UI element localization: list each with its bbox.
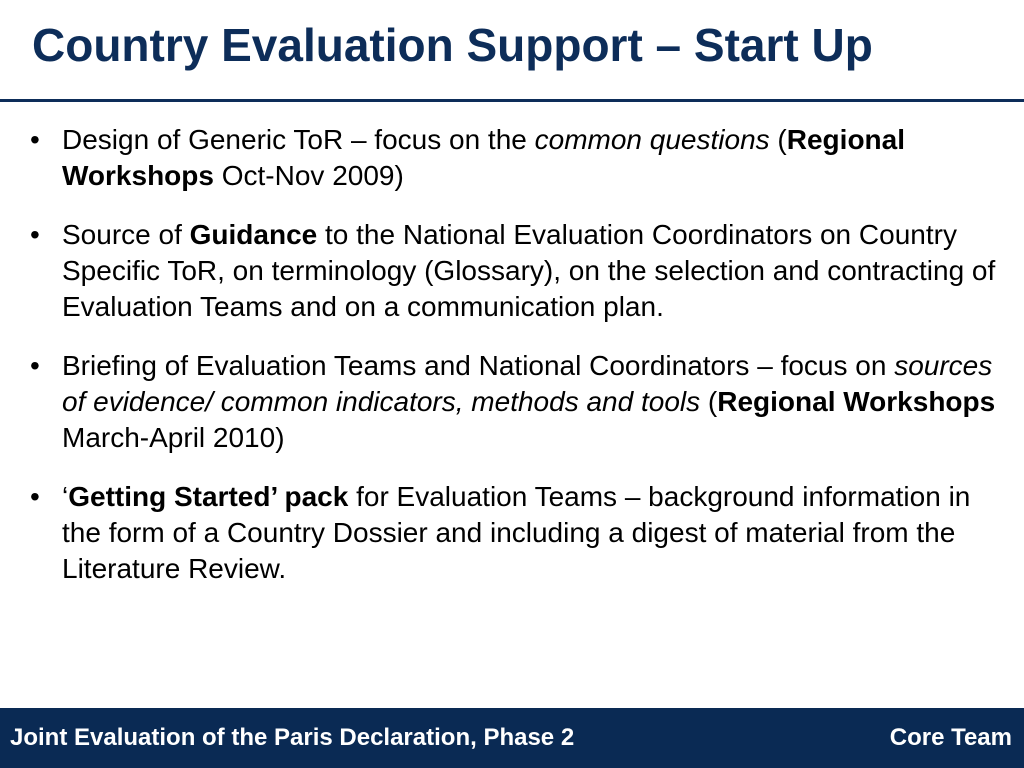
bullet-list (30, 122, 1005, 610)
title-divider (0, 99, 1024, 102)
bullet-italic-text: sources of evidence/ common indicators, methods and tools (62, 350, 993, 417)
bullet-text: ‘ (62, 481, 69, 512)
bullet-italic-text: common questions (534, 124, 770, 155)
bullet-item (30, 122, 1005, 194)
bullet-text: Source of (62, 219, 190, 250)
slide-title: Country Evaluation Support – Start Up (32, 19, 873, 71)
bullet-text: Design of Generic ToR – focus on the (62, 124, 535, 155)
bullet-text: ( (700, 386, 718, 417)
bullet-marker: • (30, 350, 40, 381)
bullet-text: Briefing of Evaluation Teams and National Coordinators – focus on (62, 350, 895, 381)
bullet-bold-text: Regional Workshops (62, 124, 905, 191)
footer-team-label: Core Team (889, 724, 1012, 751)
bullet-bold-text: Regional Workshops (717, 386, 996, 417)
bullet-text: Oct-Nov 2009) (213, 160, 404, 191)
bullet-item (30, 348, 1005, 456)
footer-bar (0, 708, 1024, 768)
bullet-text: ( (769, 124, 787, 155)
footer-project-title: Joint Evaluation of the Paris Declaration, Phase 2 (10, 724, 575, 751)
bullet-text: for Evaluation Teams – background information in the form of a Country Dossier and including a digest of material from the Literature Review. (62, 481, 971, 584)
bullet-bold-text: Getting Started’ pack (68, 481, 349, 512)
bullet-bold-text: Guidance (189, 219, 318, 250)
bullet-text: March-April 2010) (62, 422, 285, 453)
bullet-marker: • (30, 219, 40, 250)
bullet-marker: • (30, 124, 40, 155)
bullet-text: to the National Evaluation Coordinators on Country Specific ToR, on terminology (Glossary), on the selection and contracting of Evaluation Teams and on a communication plan. (62, 219, 996, 322)
bullet-marker: • (30, 481, 40, 512)
bullet-item (30, 479, 1005, 587)
bullet-item (30, 217, 1005, 325)
